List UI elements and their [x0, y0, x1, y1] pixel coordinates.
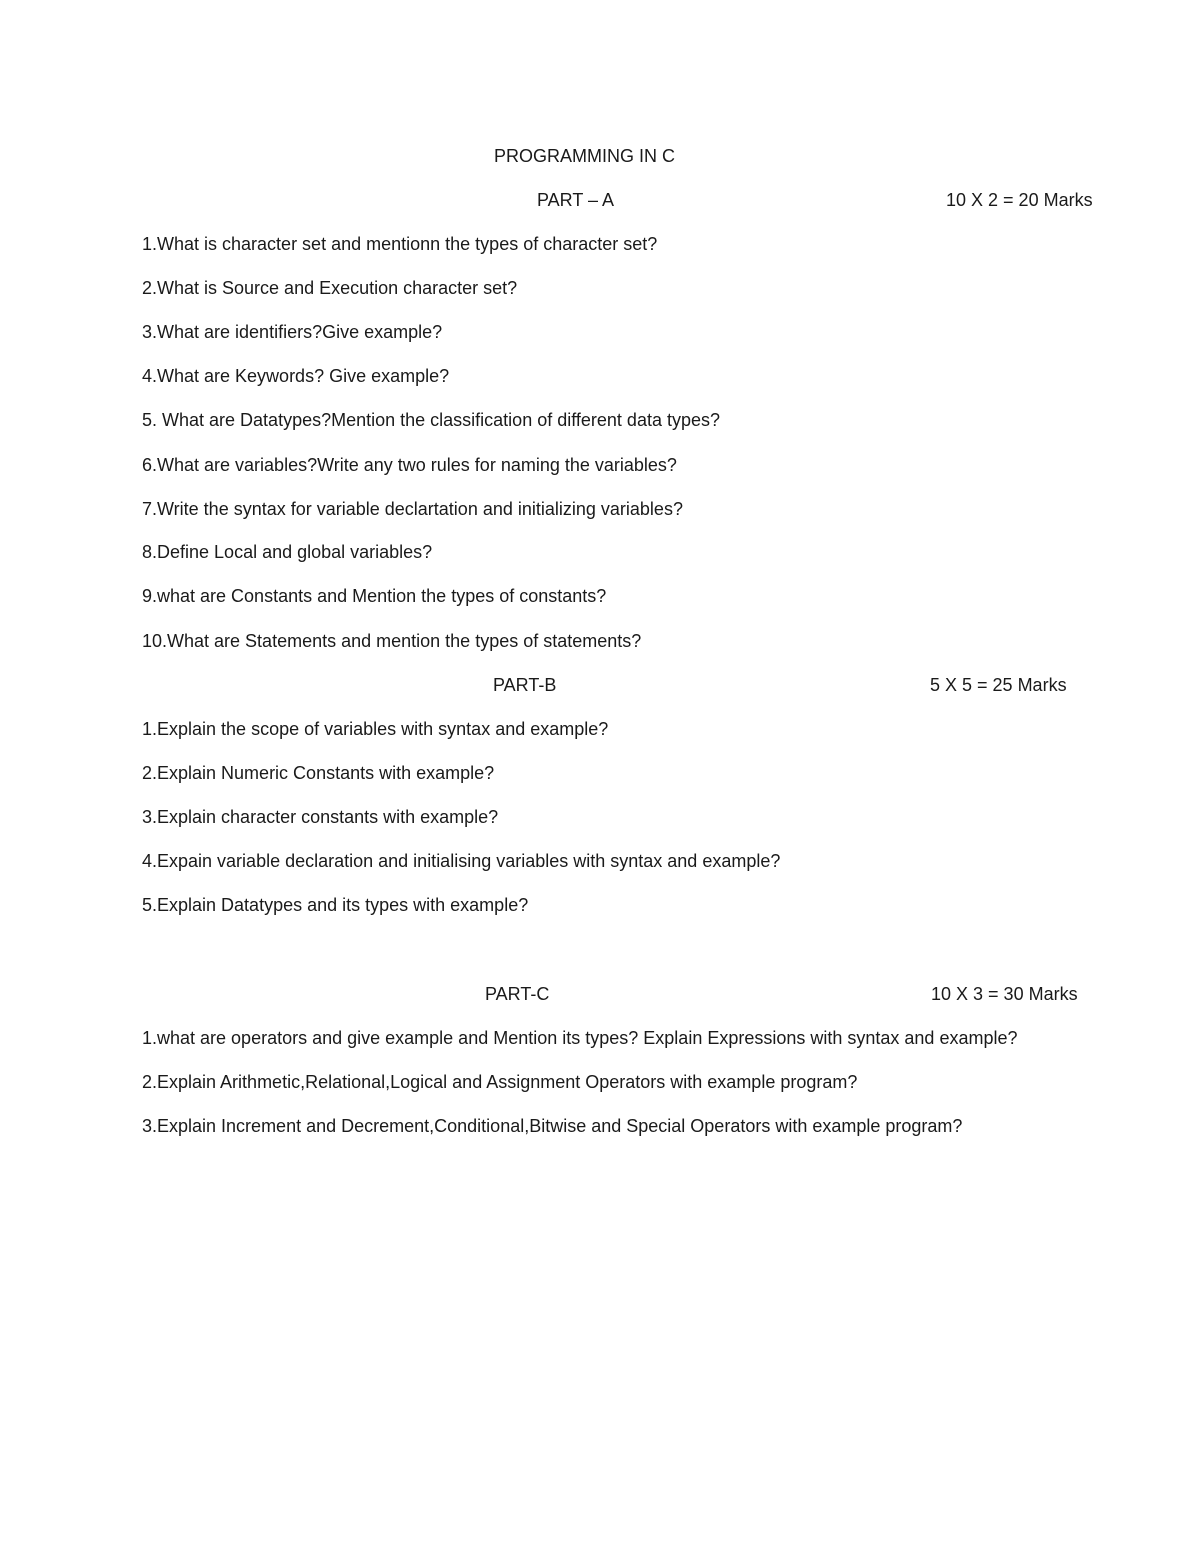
part-b-question-1: 1.Explain the scope of variables with syntax and example? — [142, 719, 609, 739]
part-b-question-2: 2.Explain Numeric Constants with example? — [142, 763, 495, 783]
part-a-question-4: 4.What are Keywords? Give example? — [142, 366, 450, 386]
part-b-question-5: 5.Explain Datatypes and its types with example? — [142, 895, 529, 915]
document-title: PROGRAMMING IN C — [494, 146, 676, 166]
part-a-question-8: 8.Define Local and global variables? — [142, 542, 433, 562]
part-b-question-3: 3.Explain character constants with example? — [142, 807, 499, 827]
part-a-question-2: 2.What is Source and Execution character set? — [142, 278, 518, 298]
part-a-question-9: 9.what are Constants and Mention the types of constants? — [142, 586, 607, 606]
part-b-heading: PART-B — [493, 675, 557, 695]
part-a-question-6: 6.What are variables?Write any two rules for naming the variables? — [142, 455, 677, 475]
part-a-question-10: 10.What are Statements and mention the types of statements? — [142, 631, 642, 651]
part-c-question-3: 3.Explain Increment and Decrement,Conditional,Bitwise and Special Operators with example program? — [142, 1116, 963, 1136]
part-a-question-1: 1.What is character set and mentionn the types of character set? — [142, 234, 658, 254]
part-a-question-3: 3.What are identifiers?Give example? — [142, 322, 443, 342]
part-c-question-1: 1.what are operators and give example and Mention its types? Explain Expressions with syntax and example? — [142, 1028, 1018, 1048]
part-c-heading: PART-C — [485, 984, 550, 1004]
part-a-question-7: 7.Write the syntax for variable declartation and initializing variables? — [142, 499, 683, 519]
part-b-question-4: 4.Expain variable declaration and initialising variables with syntax and example? — [142, 851, 781, 871]
part-a-question-5: 5. What are Datatypes?Mention the classification of different data types? — [142, 410, 720, 430]
part-a-marks: 10 X 2 = 20 Marks — [946, 190, 1093, 210]
part-b-marks: 5 X 5 = 25 Marks — [930, 675, 1067, 695]
part-c-marks: 10 X 3 = 30 Marks — [931, 984, 1078, 1004]
part-a-heading: PART – A — [537, 190, 615, 210]
part-c-question-2: 2.Explain Arithmetic,Relational,Logical and Assignment Operators with example program? — [142, 1072, 858, 1092]
